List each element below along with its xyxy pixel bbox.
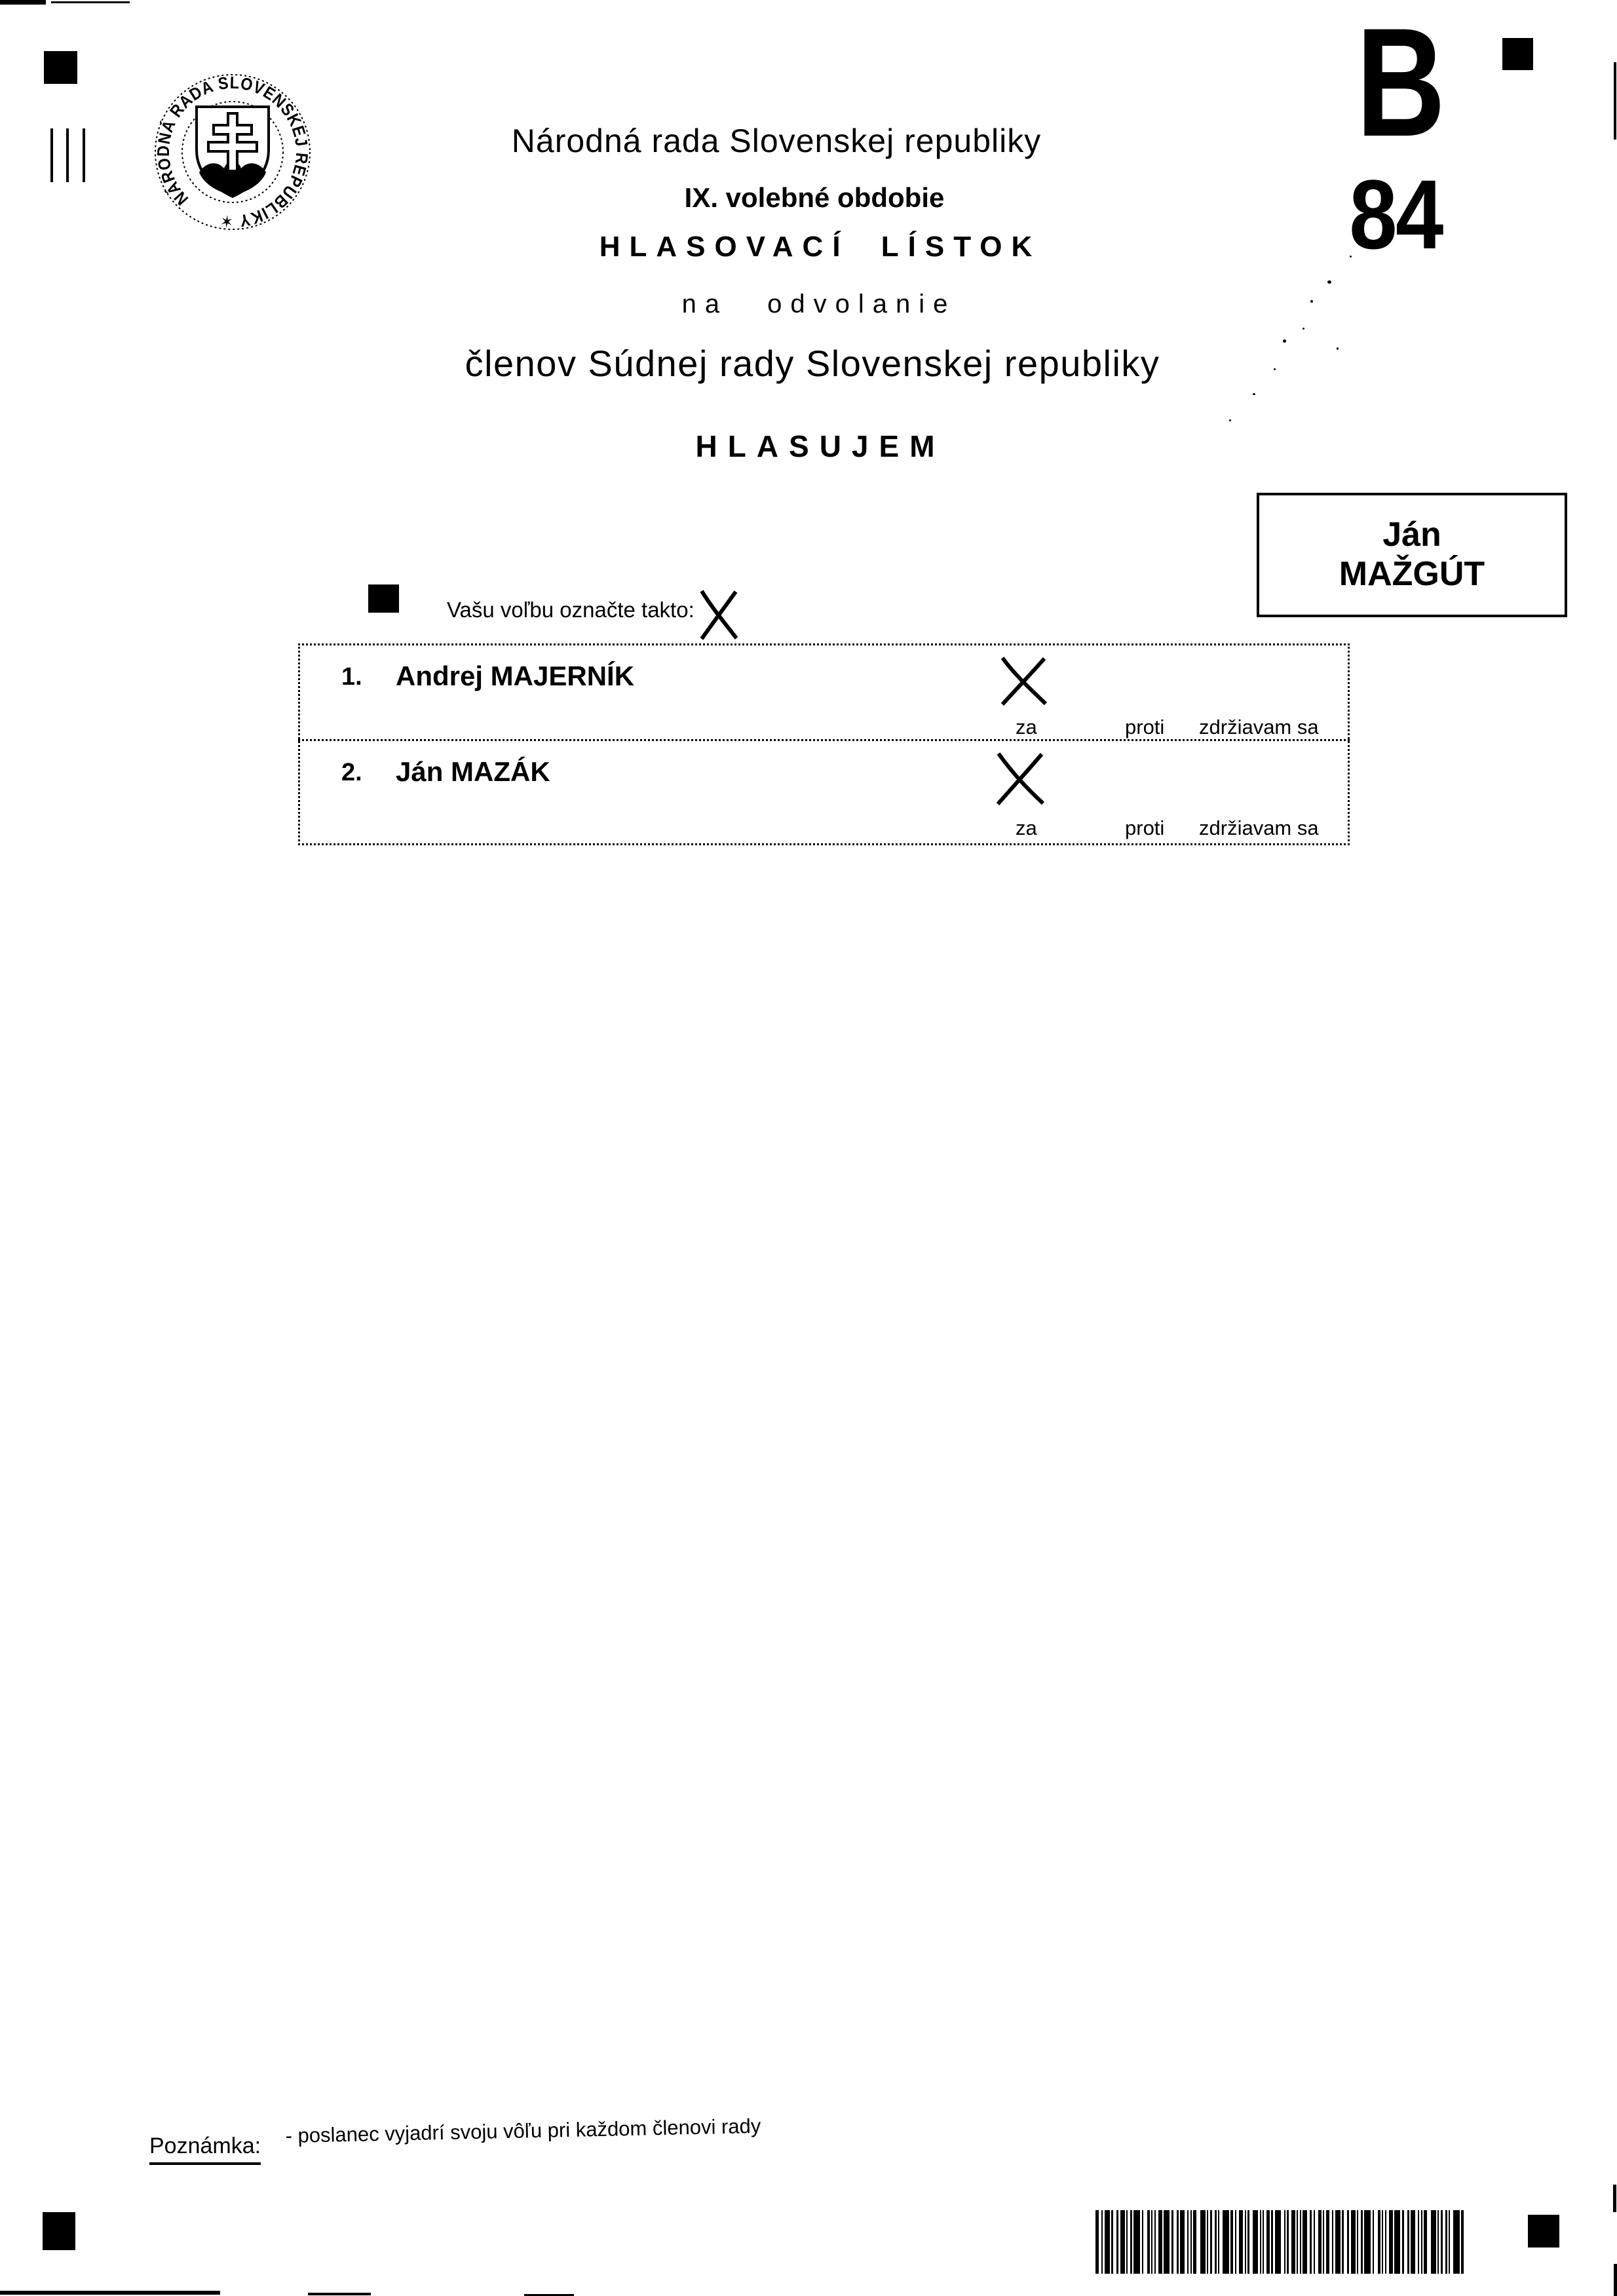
corner-square-bottom-right: [1528, 2215, 1559, 2248]
vote-x-mark-icon: [998, 655, 1049, 706]
scan-artifact: [1310, 300, 1313, 303]
institution-name: Národná rada Slovenskej republiky: [511, 123, 1042, 159]
example-x-mark-icon: [698, 588, 740, 641]
ballot-action: na odvolanie: [681, 290, 957, 318]
series-letter: B: [1356, 0, 1446, 169]
voter-name-box: [1257, 493, 1567, 617]
scan-artifact: [1253, 393, 1255, 395]
term-line: IX. volebné obdobie: [684, 182, 945, 213]
seal-ring-text: NÁRODNÁ RADA SLOVENSKEJ REPUBLIKY ✶: [153, 73, 312, 231]
coat-of-arms-shield: [197, 107, 269, 197]
option-za: za: [1016, 816, 1037, 839]
corner-square-top-left: [44, 51, 77, 84]
candidate-name: Andrej MAJERNÍK: [396, 660, 635, 691]
option-proti: proti: [1125, 716, 1165, 738]
scan-artifact: [1613, 2185, 1616, 2212]
scan-artifact: [1614, 62, 1616, 140]
scan-artifact: [1229, 419, 1231, 421]
instruction-label: Vašu voľbu označte takto:: [447, 598, 694, 622]
row-divider: [298, 739, 1350, 741]
scan-artifact: [1337, 347, 1339, 350]
scan-artifact: [1303, 328, 1304, 330]
scan-artifact: [1274, 368, 1276, 370]
vote-heading: HLASUJEM: [695, 429, 945, 463]
candidate-number: 1.: [341, 663, 362, 691]
barcode-icon: [1095, 2210, 1466, 2274]
option-proti: proti: [1125, 816, 1165, 839]
instruction-bullet: [368, 584, 399, 613]
scan-artifact: [51, 1, 130, 3]
scan-artifact: [1283, 339, 1286, 343]
corner-square-top-right: [1502, 38, 1533, 70]
parliament-seal-icon: [153, 73, 312, 231]
note-text: - poslanec vyjadrí svoju vôľu pri každom členovi rady: [285, 2114, 761, 2148]
voter-last-name: MAŽGÚT: [1339, 555, 1485, 593]
option-abstain: zdržiavam sa: [1199, 716, 1319, 738]
scan-artifact: [0, 2291, 220, 2295]
note-label: Poznámka:: [149, 2133, 261, 2165]
scan-artifact: [1614, 2264, 1617, 2296]
registration-line: [66, 128, 69, 182]
vote-x-mark-icon: [993, 751, 1047, 806]
scan-artifact: [308, 2293, 371, 2295]
ballot-number: 84: [1349, 159, 1442, 269]
candidate-number: 2.: [341, 759, 362, 786]
registration-line: [50, 128, 53, 182]
ballot-subject: členov Súdnej rady Slovenskej republiky: [465, 343, 1160, 384]
registration-line: [83, 128, 85, 182]
corner-square-bottom-left: [43, 2212, 75, 2250]
option-za: za: [1016, 716, 1037, 738]
voter-first-name: Ján: [1382, 516, 1441, 554]
ballot-title: HLASOVACÍ LÍSTOK: [599, 231, 1042, 263]
scan-artifact: [0, 0, 46, 5]
candidate-name: Ján MAZÁK: [396, 756, 550, 787]
option-abstain: zdržiavam sa: [1199, 816, 1319, 839]
scan-artifact: [1327, 280, 1331, 284]
